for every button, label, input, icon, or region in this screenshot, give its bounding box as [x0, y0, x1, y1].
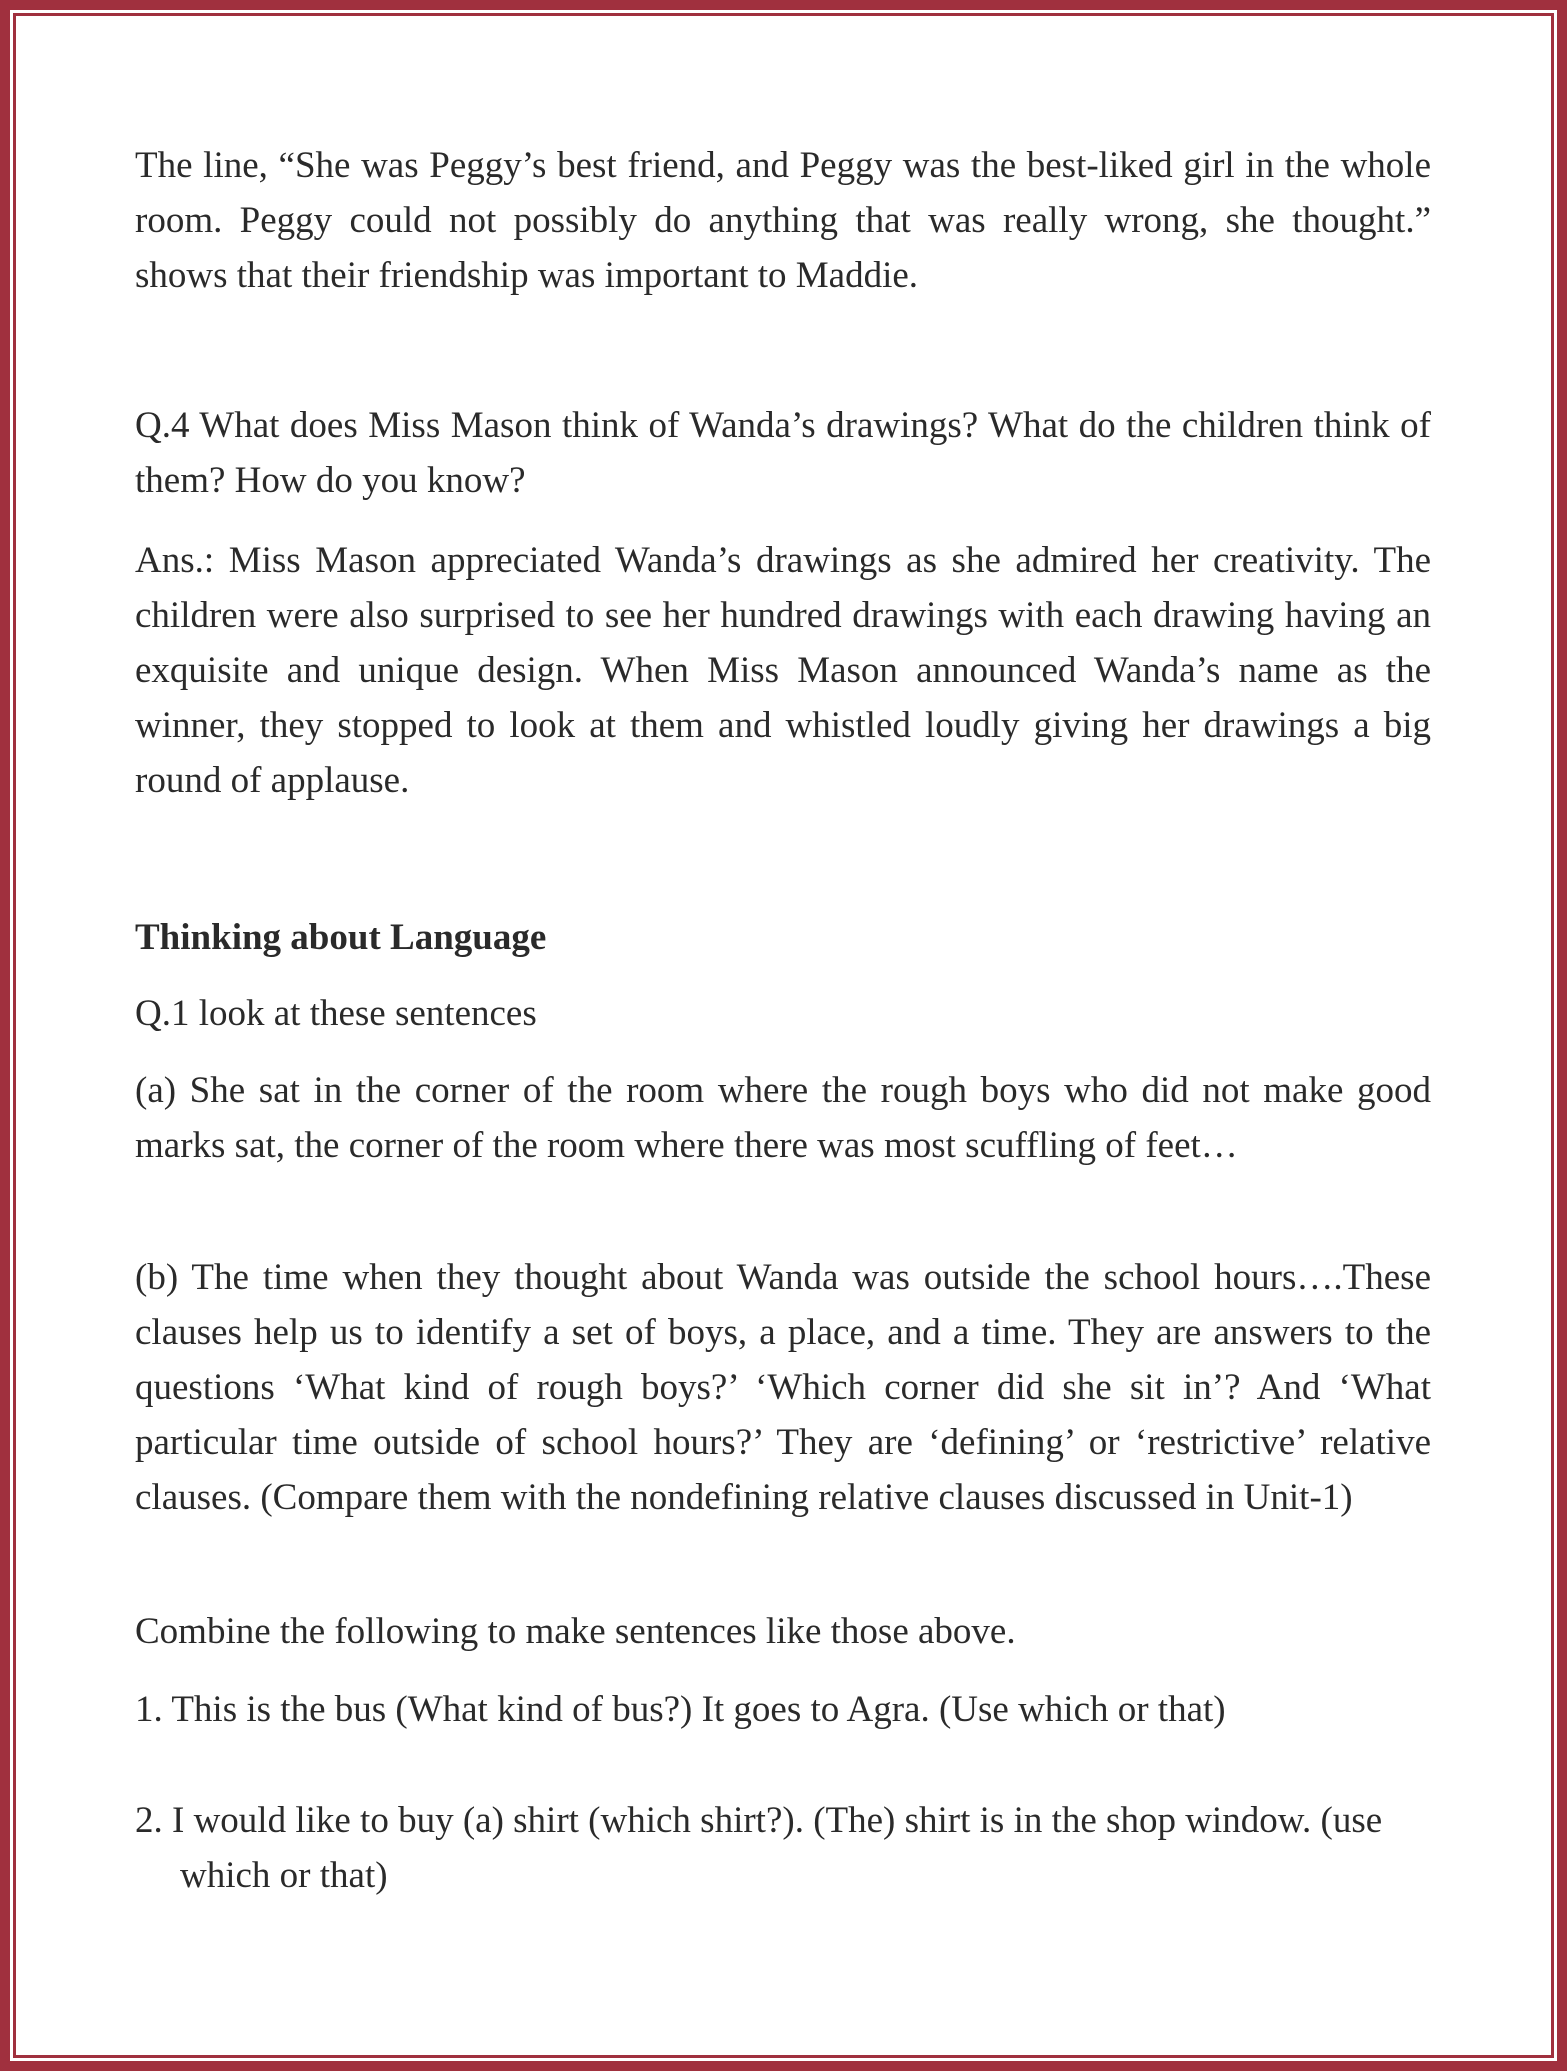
exercise-item-2: 2. I would like to buy (a) shirt (which shirt?). (The) shirt is in the shop window. (use which or that) [135, 1800, 1383, 1896]
intro-paragraph: The line, “She was Peggy’s best friend, and Peggy was the best-liked girl in the whole room. Peggy could not possibly do anything that was really wrong, she thought.” shows that their friendship was important to Maddie. [135, 145, 1431, 296]
question-1: Q.1 look at these sentences [135, 993, 537, 1034]
answer-4: Ans.: Miss Mason appreciated Wanda’s drawings as she admired her creativity. The children were also surprised to see her hundred drawings with each drawing having an exquisite and unique design. When Miss Mason announced Wanda’s name as the winner, they stopped to look at them and whistled loudly giving her drawings a big round of applause. [135, 540, 1431, 801]
example-b: (b) The time when they thought about Wanda was outside the school hours….These clauses help us to identify a set of boys, a place, and a time. They are answers to the questions ‘What kind of rough boys?’ ‘Which corner did she sit in’? And ‘What particular time outside of school hours?’ They are ‘defining’ or ‘restrictive’ relative clauses. (Compare them with the nondefining relative clauses discussed in Unit-1) [135, 1257, 1431, 1518]
example-a: (a) She sat in the corner of the room where the rough boys who did not make good marks sat, the corner of the room where there was most scuffling of feet… [135, 1070, 1431, 1166]
exercise-item-1: 1. This is the bus (What kind of bus?) It goes to Agra. (Use which or that) [135, 1689, 1226, 1730]
section-heading: Thinking about Language [135, 917, 547, 958]
combine-instruction: Combine the following to make sentences like those above. [135, 1611, 1016, 1652]
question-4: Q.4 What does Miss Mason think of Wanda’s drawings? What do the children think of them? How do you know? [135, 405, 1431, 501]
